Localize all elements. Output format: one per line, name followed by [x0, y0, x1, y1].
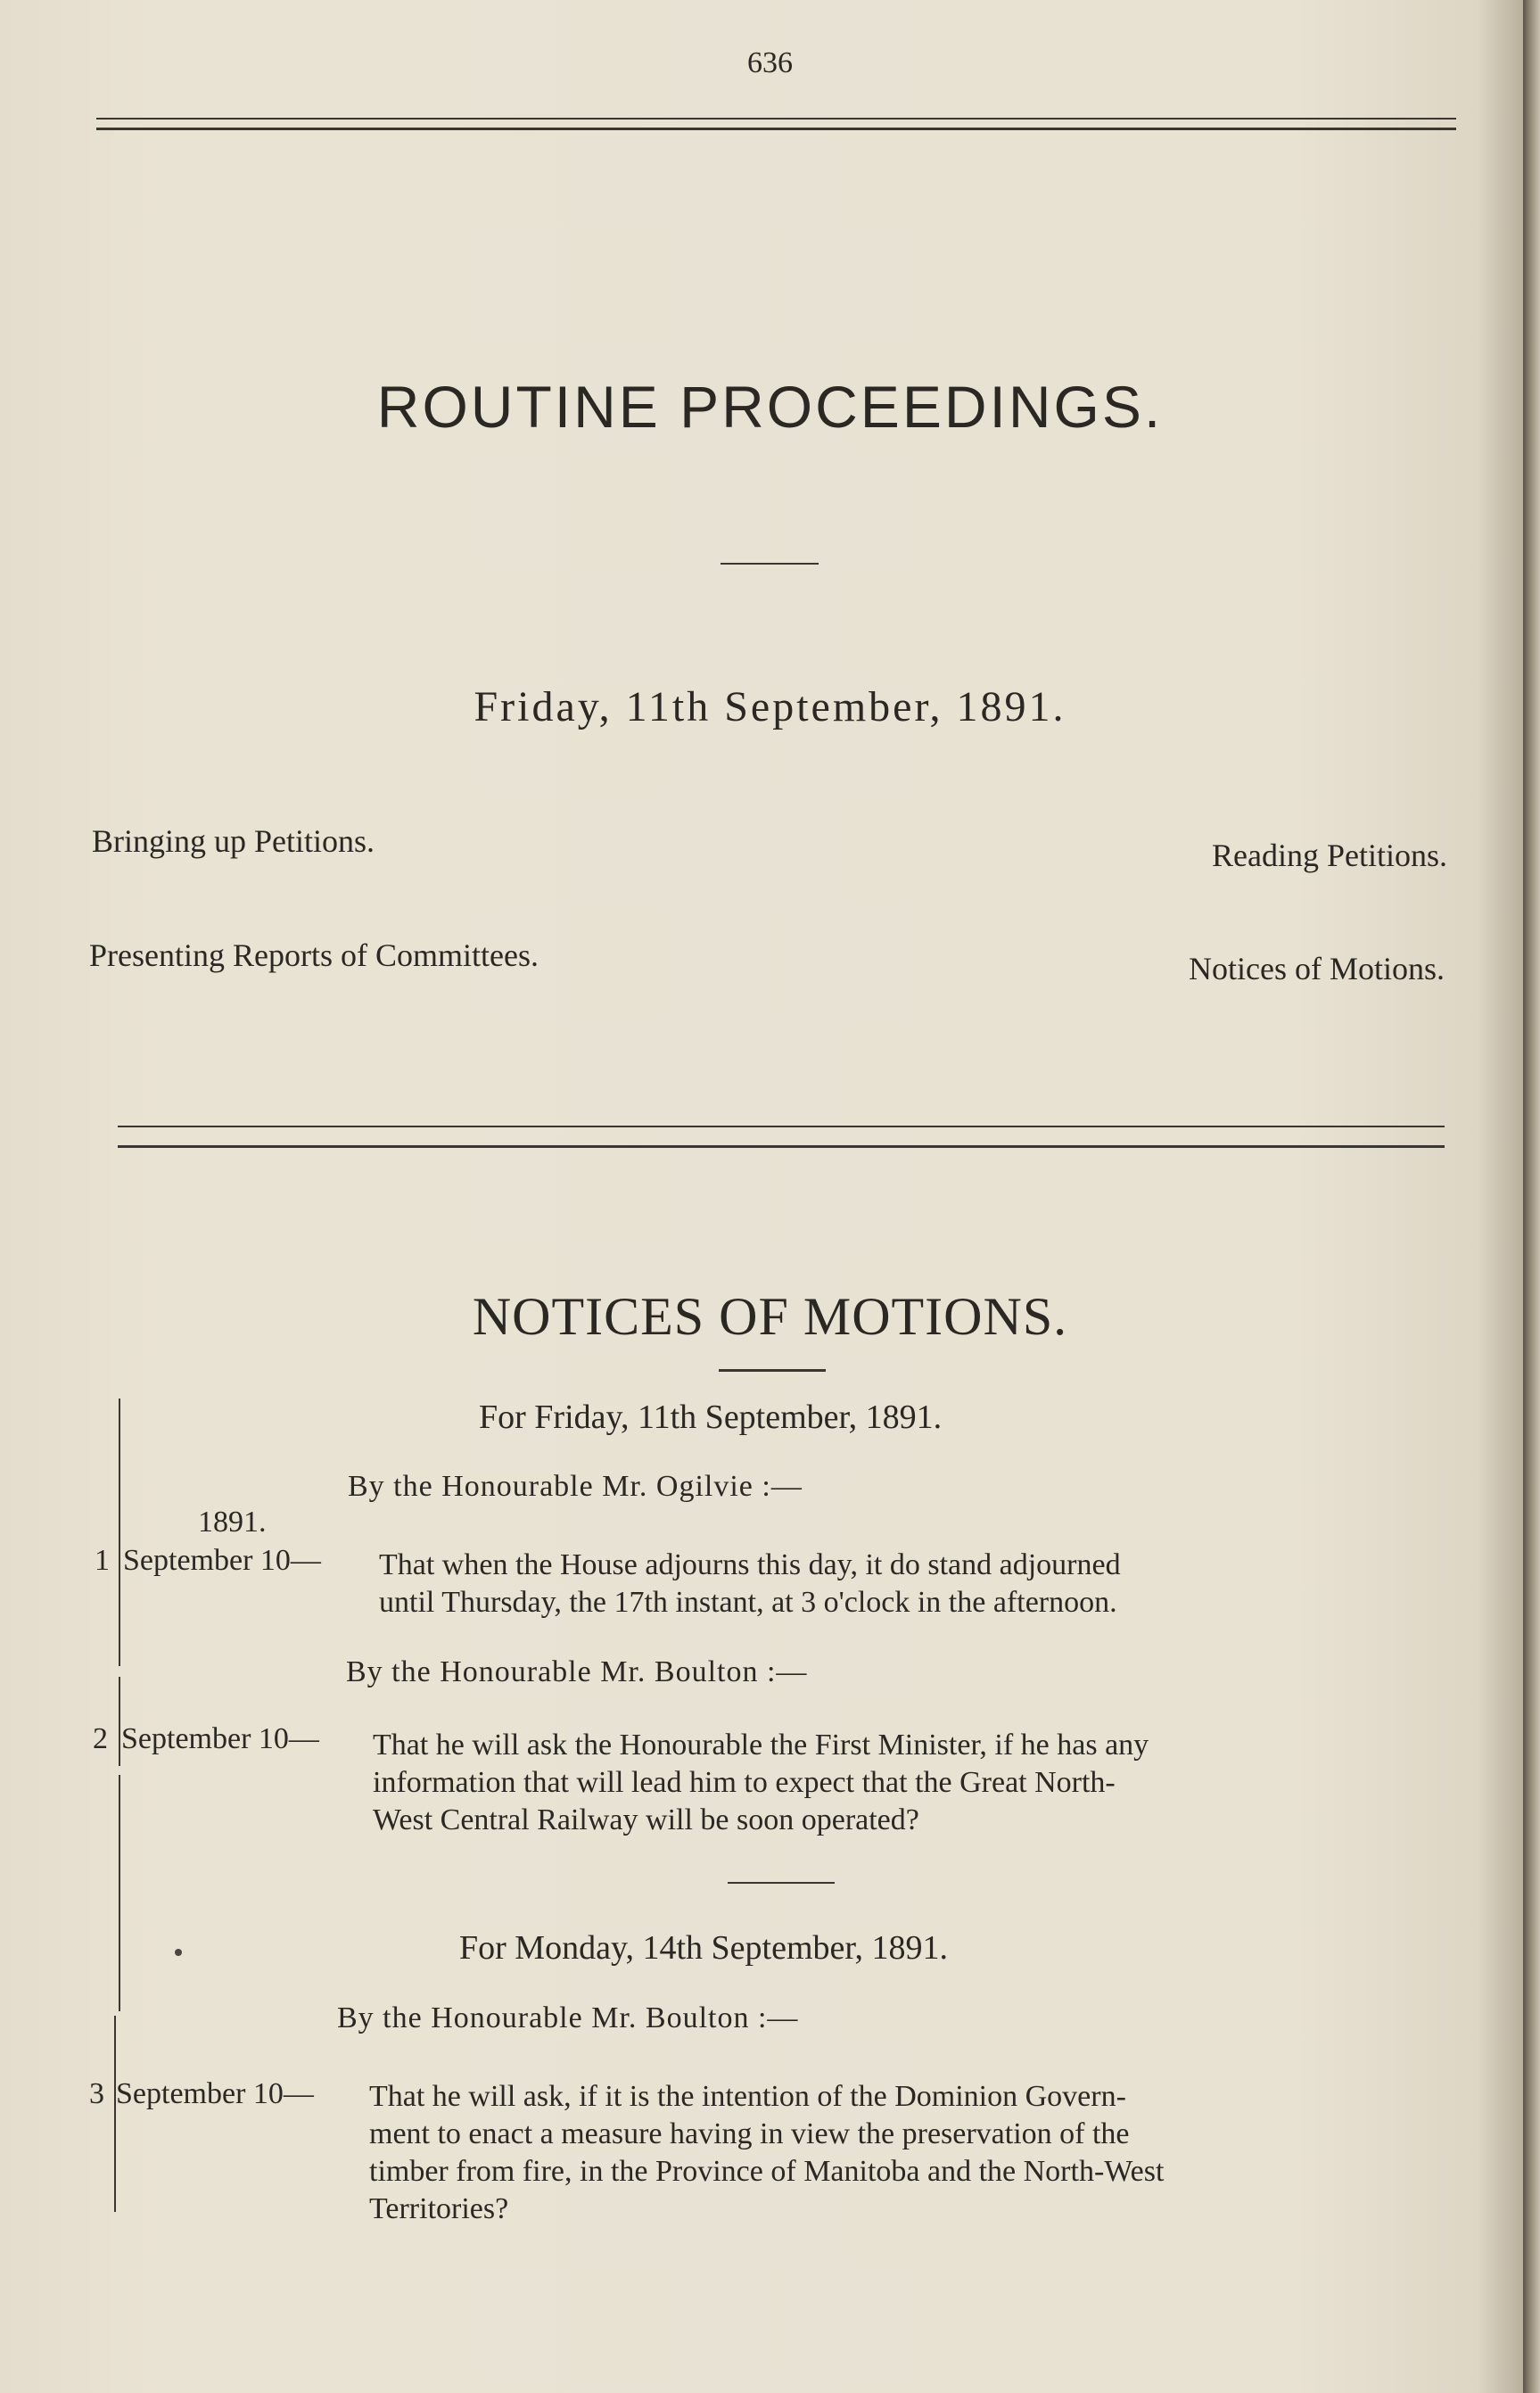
ink-speck	[175, 1949, 182, 1956]
by-line-boulton: By the Honourable Mr. Boulton :—	[337, 2001, 799, 2034]
routine-item-notices-of-motions: Notices of Motions.	[1189, 951, 1445, 986]
motion-text-line: until Thursday, the 17th instant, at 3 o'clock in the afternoon.	[379, 1586, 1117, 1619]
book-edge	[1523, 0, 1540, 2393]
by-line-ogilvie: By the Honourable Mr. Ogilvie :—	[348, 1470, 803, 1503]
motion-text-line: Territories?	[369, 2192, 509, 2225]
page-number: 636	[747, 46, 793, 79]
routine-item-reading-petitions: Reading Petitions.	[1212, 838, 1447, 873]
routine-proceedings-title: ROUTINE PROCEEDINGS.	[376, 374, 1164, 440]
motion-text-line: That he will ask the Honourable the First Minister, if he has any	[373, 1729, 1149, 1762]
title-dash	[721, 563, 819, 565]
motion-number: 1	[95, 1544, 110, 1577]
section-heading-monday: For Monday, 14th September, 1891.	[459, 1929, 949, 1967]
motion-text-line: information that will lead him to expect that the Great North-	[373, 1766, 1116, 1799]
motion-date: September 10—	[123, 1544, 321, 1577]
section-divider	[728, 1882, 835, 1884]
motion-text-line: timber from fire, in the Province of Manitoba and the North-West	[369, 2155, 1165, 2188]
motion-date: September 10—	[116, 2077, 314, 2110]
motion-text-line: That he will ask, if it is the intention of the Dominion Govern-	[369, 2080, 1126, 2113]
middle-rule-second	[118, 1145, 1445, 1148]
routine-item-bringing-petitions: Bringing up Petitions.	[92, 823, 375, 859]
motion-text-line: West Central Railway will be soon operated?	[373, 1803, 919, 1836]
motion-text-line: That when the House adjourns this day, it do stand adjourned	[379, 1548, 1121, 1581]
margin-line	[119, 1399, 120, 1666]
margin-line	[114, 2016, 116, 2212]
routine-item-presenting-reports: Presenting Reports of Committees.	[89, 937, 539, 973]
motion-number: 3	[89, 2077, 104, 2110]
top-rule	[96, 118, 1456, 120]
section-heading-friday: For Friday, 11th September, 1891.	[479, 1399, 943, 1436]
margin-line	[119, 1677, 120, 1766]
motion-date: September 10—	[121, 1722, 319, 1755]
notices-of-motions-title: NOTICES OF MOTIONS.	[472, 1287, 1068, 1346]
year-label: 1891.	[198, 1506, 267, 1539]
motion-number: 2	[93, 1722, 108, 1755]
notices-title-rule	[719, 1369, 826, 1372]
routine-date: Friday, 11th September, 1891.	[474, 683, 1066, 730]
top-rule-second	[96, 128, 1456, 130]
margin-line	[119, 1775, 120, 2011]
by-line-boulton: By the Honourable Mr. Boulton :—	[346, 1655, 808, 1688]
middle-rule	[118, 1126, 1445, 1127]
motion-text-line: ment to enact a measure having in view the preservation of the	[369, 2117, 1130, 2150]
